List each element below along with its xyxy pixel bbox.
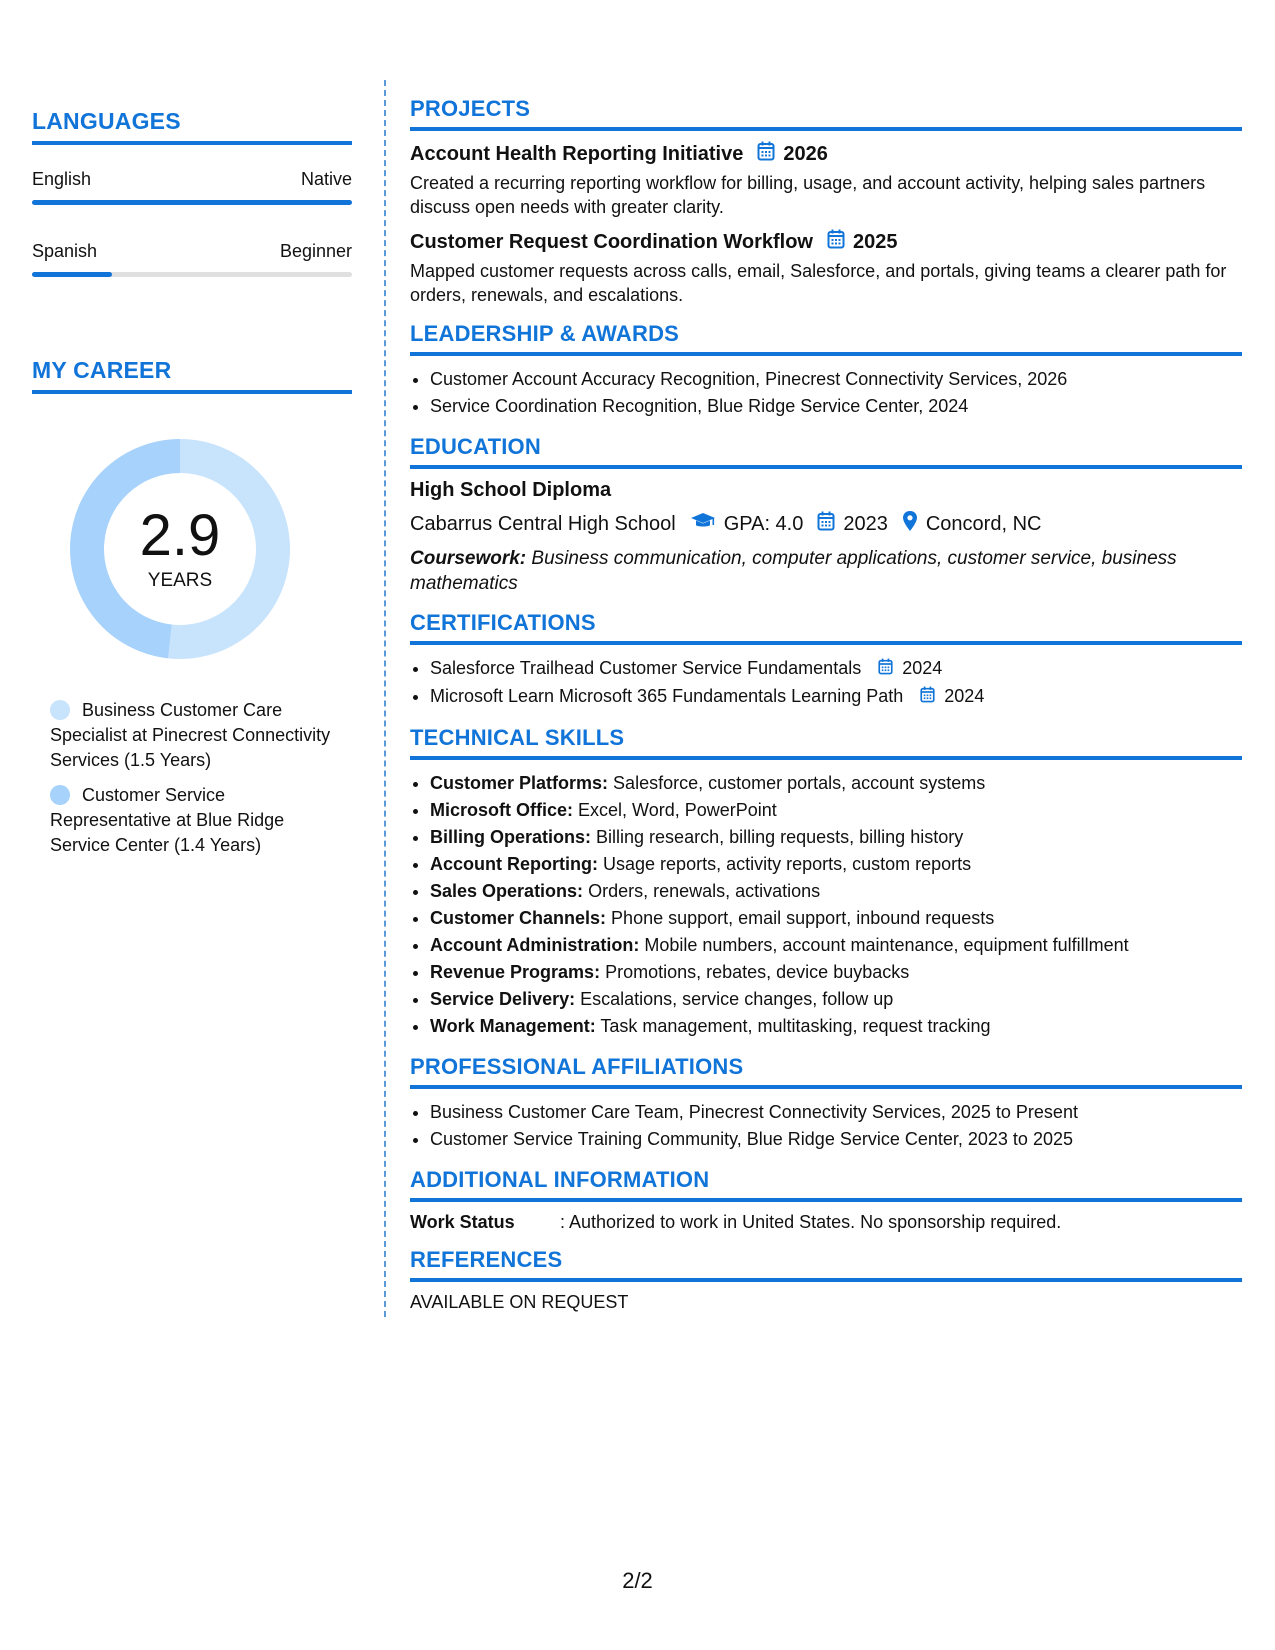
column-divider (384, 80, 386, 1317)
references-section (410, 1247, 1242, 1313)
education-location: Concord, NC (925, 512, 1042, 535)
section-heading: LEADERSHIP & AWARDS (410, 321, 1242, 356)
certification-name: Microsoft Learn Microsoft 365 Fundamentals Learning Path (430, 685, 904, 706)
list-item (430, 959, 1242, 986)
skill-label: Sales Operations: (430, 880, 584, 901)
legend-dot-icon (50, 700, 70, 720)
list-item (430, 683, 1242, 711)
section-heading: PROFESSIONAL AFFILIATIONS (410, 1054, 1242, 1089)
list-item: • Business Customer Care Team, Pinecrest Connectivity Services, 2025 to Present (430, 1099, 1242, 1126)
education-degree: High School Diploma (410, 479, 612, 501)
section-heading: ADDITIONAL INFORMATION (410, 1167, 1242, 1202)
career-legend-item (50, 698, 340, 773)
skill-label: Service Delivery: (430, 988, 576, 1009)
list-item (430, 1013, 1242, 1040)
education-section (410, 434, 1242, 596)
language-name: Spanish (32, 241, 98, 261)
list-item (430, 655, 1242, 683)
certification-year: 2024 (944, 685, 985, 706)
project-title: Customer Request Coordination Workflow (410, 230, 813, 253)
coursework-label: Coursework: (410, 548, 527, 569)
education-year: 2023 (843, 512, 888, 535)
section-heading: EDUCATION (410, 434, 1242, 469)
main-column (410, 96, 1242, 1327)
location-pin-icon (902, 510, 918, 538)
career-donut-chart (67, 436, 293, 662)
project-item (410, 141, 1242, 219)
section-heading: TECHNICAL SKILLS (410, 725, 1242, 760)
list-item (430, 905, 1242, 932)
list-item: • Service Coordination Recognition, Blue Ridge Service Center, 2024 (430, 393, 1242, 420)
education-school: Cabarrus Central High School (410, 512, 676, 535)
skill-value: Salesforce, customer portals, account systems (613, 772, 986, 793)
list-item (430, 986, 1242, 1013)
skill-label: Customer Platforms: (430, 772, 609, 793)
skill-value: Escalations, service changes, follow up (580, 988, 894, 1009)
graduation-cap-icon (690, 512, 716, 536)
affiliations-section (410, 1054, 1242, 1153)
career-legend-item (50, 783, 340, 858)
career-legend-label: Customer Service Representative at Blue Ridge Service Center (1.4 Years) (50, 785, 285, 855)
language-proficiency-fill (32, 272, 112, 277)
skill-value: Orders, renewals, activations (588, 880, 821, 901)
education-details (410, 510, 1242, 538)
certification-name: Salesforce Trailhead Customer Service Fundamentals (430, 658, 862, 678)
skill-value: Usage reports, activity reports, custom reports (603, 853, 972, 874)
certification-year: 2024 (902, 658, 943, 678)
skill-label: Customer Channels: (430, 907, 607, 928)
project-description: Created a recurring reporting workflow for billing, usage, and account activity, helping sales partners discuss open needs with greater clarity. (410, 173, 1206, 217)
calendar-icon (817, 511, 835, 537)
list-item: • Customer Account Accuracy Recognition, Pinecrest Connectivity Services, 2026 (430, 366, 1242, 393)
education-coursework (410, 546, 1242, 596)
career-legend-label: Business Customer Care Specialist at Pinecrest Connectivity Services (1.5 Years) (50, 700, 331, 770)
calendar-icon (920, 684, 935, 711)
references-text: AVAILABLE ON REQUEST (410, 1291, 629, 1312)
legend-dot-icon (50, 785, 70, 805)
skill-value: Task management, multitasking, request tracking (600, 1015, 991, 1036)
skill-value: Excel, Word, PowerPoint (578, 799, 777, 820)
calendar-icon (757, 141, 775, 167)
skill-label: Account Reporting: (430, 853, 598, 874)
language-item (32, 241, 352, 277)
list-item (430, 932, 1242, 959)
list-item (430, 878, 1242, 905)
section-heading: PROJECTS (410, 96, 1242, 131)
skill-label: Account Administration: (430, 934, 640, 955)
section-heading: REFERENCES (410, 1247, 1242, 1282)
project-description: Mapped customer requests across calls, email, Salesforce, and portals, giving teams a clearer path for orders, renewals, and escalations. (410, 261, 1227, 305)
additional-info-section (410, 1167, 1242, 1233)
list-item (430, 824, 1242, 851)
project-item (410, 229, 1242, 307)
language-proficiency-fill (32, 200, 352, 205)
skill-label: Revenue Programs: (430, 961, 601, 982)
skill-value: Mobile numbers, account maintenance, equipment fulfillment (644, 934, 1129, 955)
skill-value: Phone support, email support, inbound requests (611, 907, 995, 928)
language-proficiency-bar (32, 200, 352, 205)
coursework-text: Business communication, computer applications, customer service, business mathematics (410, 548, 1177, 594)
list-item (430, 797, 1242, 824)
language-level: Native (300, 169, 352, 189)
language-level: Beginner (279, 241, 352, 261)
career-heading: MY CAREER (32, 357, 352, 394)
language-item (32, 169, 352, 205)
projects-section (410, 96, 1242, 307)
project-year: 2025 (852, 230, 898, 253)
career-total-unit: YEARS (147, 570, 213, 591)
skill-value: Promotions, rebates, device buybacks (605, 961, 910, 982)
calendar-icon (827, 229, 845, 255)
skill-label: Microsoft Office: (430, 799, 574, 820)
leadership-section (410, 321, 1242, 420)
education-gpa: GPA: 4.0 (723, 512, 804, 535)
page-number: 2/2 (622, 1568, 653, 1593)
language-proficiency-bar (32, 272, 352, 277)
certifications-section (410, 610, 1242, 711)
sidebar (32, 108, 352, 868)
info-label: Work Status (410, 1211, 515, 1232)
calendar-icon (878, 656, 893, 683)
career-total-years: 2.9 (139, 503, 221, 568)
project-title: Account Health Reporting Initiative (410, 142, 744, 165)
skill-label: Work Management: (430, 1015, 596, 1036)
list-item (430, 851, 1242, 878)
info-value: : Authorized to work in United States. No sponsorship required. (560, 1211, 1062, 1232)
section-heading: CERTIFICATIONS (410, 610, 1242, 645)
career-legend (32, 698, 352, 858)
skill-value: Billing research, billing requests, billing history (596, 826, 964, 847)
languages-heading: LANGUAGES (32, 108, 352, 145)
skill-label: Billing Operations: (430, 826, 592, 847)
project-year: 2026 (783, 142, 828, 165)
list-item (430, 770, 1242, 797)
language-name: English (32, 169, 92, 189)
skills-section (410, 725, 1242, 1040)
list-item: • Customer Service Training Community, Blue Ridge Service Center, 2023 to 2025 (430, 1126, 1242, 1153)
